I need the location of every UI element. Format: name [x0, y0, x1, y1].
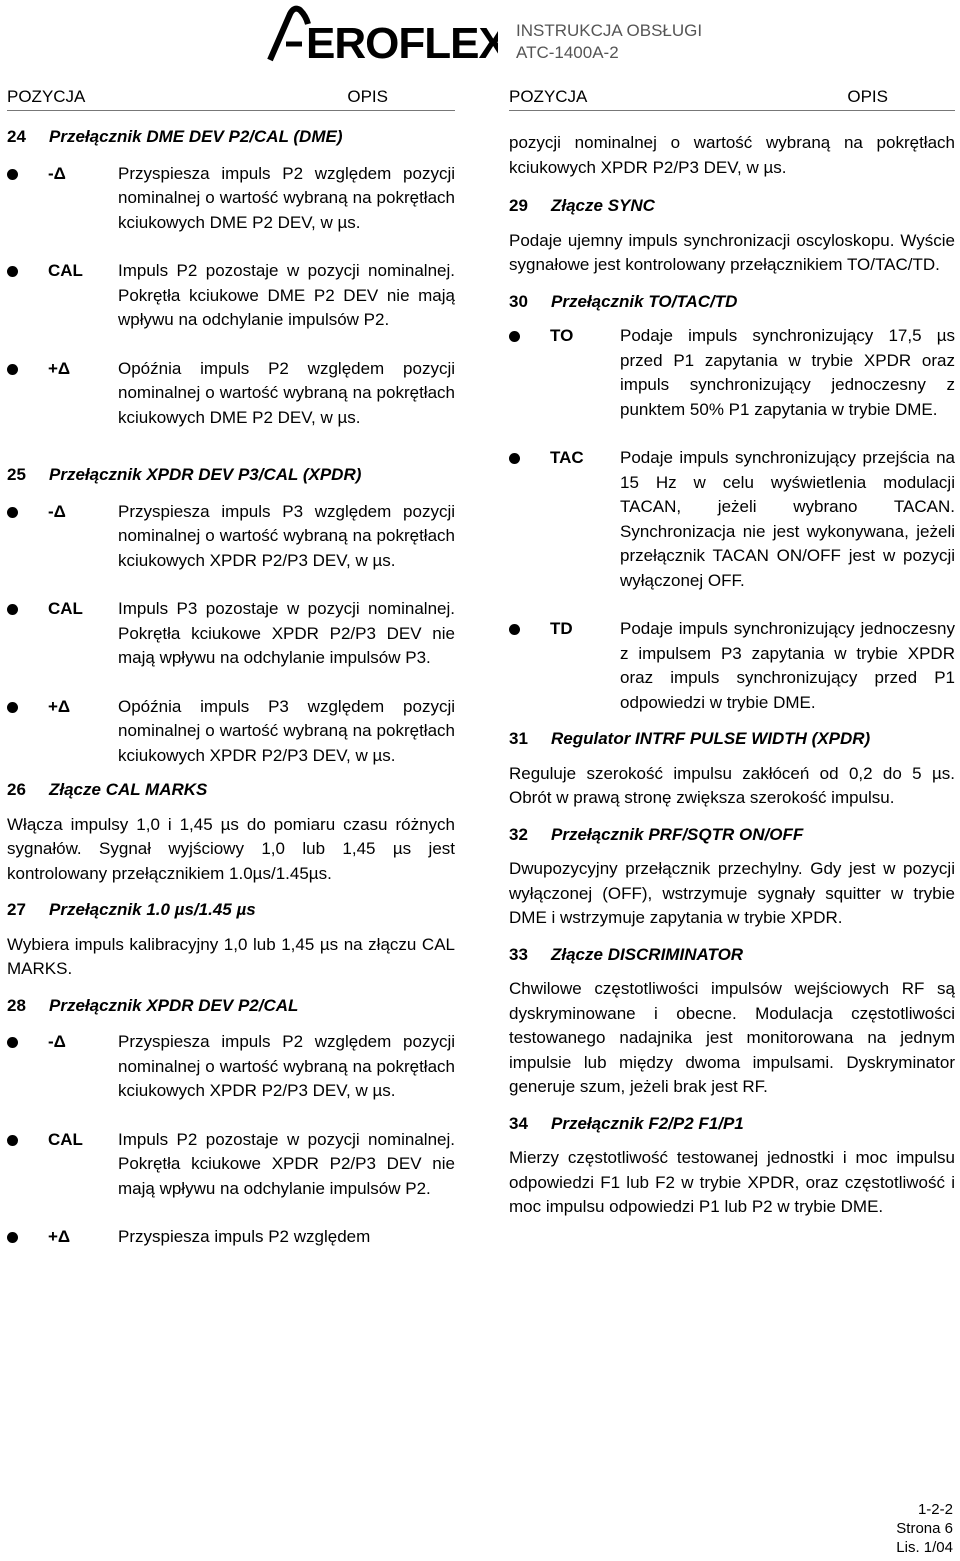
list-item — [7, 695, 455, 769]
right-column — [509, 84, 955, 1220]
item-symbol: -Δ — [48, 1032, 66, 1051]
bullet-icon — [509, 624, 520, 635]
section-title: Złącze CAL MARKS — [49, 780, 208, 799]
item-text: Przyspiesza impuls P2 względem pozycji nominalnej o wartość wybraną na pokrętłach kciukowych DME P2 DEV, w µs. — [118, 163, 455, 232]
list-item — [7, 259, 455, 333]
item-symbol: CAL — [48, 599, 83, 618]
section-27-text: Wybiera impuls kalibracyjny 1,0 lub 1,45 µs na złączu CAL MARKS. — [7, 934, 455, 978]
list-item — [7, 500, 455, 574]
section-30-heading — [509, 290, 955, 315]
col-header-description: OPIS — [347, 87, 388, 106]
list-item — [509, 324, 955, 422]
bullet-icon — [7, 169, 18, 180]
list-item — [509, 446, 955, 593]
section-number: 25 — [7, 465, 26, 484]
item-text: Opóźnia impuls P3 względem pozycji nominalnej o wartość wybraną na pokrętłach kciukowych XPDR P2/P3 DEV, w µs. — [118, 696, 455, 765]
item-symbol: TD — [550, 619, 573, 638]
section-title: Złącze DISCRIMINATOR — [551, 944, 744, 964]
section-title: Złącze SYNC — [551, 196, 655, 215]
item-symbol: -Δ — [48, 501, 66, 521]
section-number: 24 — [7, 127, 26, 146]
section-27-heading — [7, 898, 455, 923]
section-31-heading — [509, 727, 955, 752]
section-34-text: Mierzy częstotliwość testowanej jednostki i moc impulsu odpowiedzi F1 lub F2 w trybie XPDR, oraz częstotliwość i moc impulsu odpowiedzi P1 lub P2 w trybie DME. — [509, 1148, 955, 1216]
section-title: Przełącznik XPDR DEV P2/CAL — [49, 995, 299, 1015]
section-title: Przełącznik XPDR DEV P3/CAL (XPDR) — [49, 465, 362, 484]
section-title: Przełącznik PRF/SQTR ON/OFF — [551, 824, 804, 844]
item-symbol: CAL — [48, 1129, 83, 1149]
svg-text:EROFLEX: EROFLEX — [306, 19, 498, 64]
bullet-icon — [7, 702, 18, 713]
section-32-text: Dwupozycyjny przełącznik przechylny. Gdy jest w pozycji wyłączonej (OFF), wstrzymuje sygnały squitter w trybie DME i wstrzymuje zapytania w trybie XPDR. — [509, 859, 955, 927]
section-26-text: Włącza impulsy 1,0 i 1,45 µs do pomiaru czasu różnych sygnałów. Sygnał wyjściowy 1,0 lub 1,45 µs jest kontrolowany przełącznikiem 1.0µs/1.45µs. — [7, 814, 455, 883]
list-item — [7, 162, 455, 236]
section-29-heading — [509, 194, 955, 219]
page-footer — [896, 1500, 953, 1557]
section-title: Przełącznik F2/P2 F1/P1 — [551, 1113, 744, 1133]
model-number: ATC-1400A-2 — [516, 43, 619, 62]
item-symbol: -Δ — [48, 163, 66, 183]
col-header-position: POZYCJA — [509, 87, 588, 106]
section-number: 28 — [7, 995, 26, 1015]
document-title — [516, 20, 702, 64]
section-number: 27 — [7, 900, 26, 919]
section-number: 31 — [509, 729, 528, 748]
bullet-icon — [7, 266, 18, 277]
item-text: Impuls P3 pozostaje w pozycji nominalnej. Pokrętła kciukowe XPDR P2/P3 DEV nie mają wpływu na odchylanie impulsów P3. — [118, 599, 455, 667]
right-column-header — [509, 84, 955, 111]
section-29-text: Podaje ujemny impuls synchronizacji oscyloskopu. Wyście sygnałowe jest kontrolowany przełącznikiem TO/TAC/TD. — [509, 230, 955, 274]
section-title: Przełącznik DME DEV P2/CAL (DME) — [49, 127, 343, 146]
section-33-heading — [509, 943, 955, 968]
section-26-heading — [7, 778, 455, 803]
bullet-icon — [7, 604, 18, 615]
section-title: Przełącznik 1.0 µs/1.45 µs — [49, 900, 256, 919]
section-24-heading — [7, 125, 455, 150]
page-number: Strona 6 — [896, 1520, 953, 1537]
aeroflex-logo — [266, 4, 498, 64]
left-column — [7, 84, 455, 1250]
revision-date: Lis. 1/04 — [896, 1539, 953, 1556]
bullet-icon — [7, 1037, 18, 1048]
item-symbol: +Δ — [48, 696, 71, 716]
section-28-heading — [7, 994, 455, 1019]
bullet-icon — [7, 507, 18, 518]
item-symbol: TO — [550, 326, 574, 345]
item-text: Podaje impuls synchronizujący jednoczesny z impulsem P3 zapytania w trybie XPDR oraz impuls synchronizujący przed P1 odpowiedzi w trybie DME. — [620, 619, 955, 712]
list-item — [7, 1030, 455, 1104]
item-text: Opóźnia impuls P2 względem pozycji nominalnej o wartość wybraną na pokrętłach kciukowych DME P2 DEV, w µs. — [118, 358, 455, 427]
list-item — [509, 617, 955, 715]
section-25-heading — [7, 463, 455, 488]
section-number: 30 — [509, 291, 528, 311]
section-page-number: 1-2-2 — [917, 1501, 953, 1518]
col-header-description: OPIS — [847, 87, 888, 106]
continued-text: pozycji nominalnej o wartość wybraną na pokrętłach kciukowych XPDR P2/P3 DEV, w µs. — [509, 133, 955, 177]
section-number: 29 — [509, 196, 528, 215]
left-column-header — [7, 84, 455, 111]
list-item — [7, 597, 455, 671]
section-34-heading — [509, 1112, 955, 1137]
bullet-icon — [509, 331, 520, 342]
item-symbol: CAL — [48, 261, 83, 280]
item-text: Przyspiesza impuls P2 względem — [118, 1227, 371, 1246]
section-33-text: Chwilowe częstotliwości impulsów wejściowych RF są dyskryminowane i obecne. Modulacja częstotliwości testowanego nadajnika jest monitorowana na jednym impulsie lub między dwoma impulsami. Dyskryminator generuje szum, jeżeli brak jest RF. — [509, 979, 955, 1096]
bullet-icon — [7, 1135, 18, 1146]
bullet-icon — [509, 453, 520, 464]
list-item — [7, 357, 455, 431]
bullet-icon — [7, 364, 18, 375]
section-title: Przełącznik TO/TAC/TD — [551, 291, 738, 311]
list-item — [7, 1225, 455, 1250]
section-32-heading — [509, 823, 955, 848]
section-number: 26 — [7, 780, 26, 799]
list-item — [7, 1128, 455, 1202]
item-symbol: +Δ — [48, 358, 71, 378]
item-symbol: +Δ — [48, 1227, 71, 1246]
item-text: Przyspiesza impuls P2 względem pozycji nominalnej o wartość wybraną na pokrętłach kciukowych XPDR P2/P3 DEV, w µs. — [118, 1032, 455, 1100]
item-symbol: TAC — [550, 448, 584, 467]
item-text: Impuls P2 pozostaje w pozycji nominalnej. Pokrętła kciukowe XPDR P2/P3 DEV nie mają wpływu na odchylanie impulsów P2. — [118, 1129, 455, 1198]
bullet-icon — [7, 1232, 18, 1243]
item-text: Impuls P2 pozostaje w pozycji nominalnej. Pokrętła kciukowe DME P2 DEV nie mają wpływu na odchylanie impulsów P2. — [118, 261, 455, 329]
item-text: Podaje impuls synchronizujący 17,5 µs przed P1 zapytania w trybie XPDR oraz impuls synchronizujący jednoczesny z punktem 50% P1 zapytania w trybie DME. — [620, 326, 955, 419]
section-number: 34 — [509, 1113, 528, 1133]
section-31-text: Reguluje szerokość impulsu zakłóceń od 0,2 do 5 µs. Obrót w prawą stronę zwiększa szerokość impulsu. — [509, 763, 955, 807]
section-number: 32 — [509, 824, 528, 844]
item-text: Podaje impuls synchronizujący przejścia na 15 Hz w celu wyświetlenia modulacji TACAN, jeżeli wybrano TACAN. Synchronizacja nie jest wykonywana, jeżeli przełącznik TACAN ON/OFF jest w pozycji wyłączonej OFF. — [620, 448, 955, 590]
item-text: Przyspiesza impuls P3 względem pozycji nominalnej o wartość wybraną na pokrętłach kciukowych XPDR P2/P3 DEV, w µs. — [118, 501, 455, 570]
col-header-position: POZYCJA — [7, 87, 86, 106]
section-number: 33 — [509, 944, 528, 964]
manual-title: INSTRUKCJA OBSŁUGI — [516, 21, 703, 40]
section-title: Regulator INTRF PULSE WIDTH (XPDR) — [551, 729, 871, 748]
